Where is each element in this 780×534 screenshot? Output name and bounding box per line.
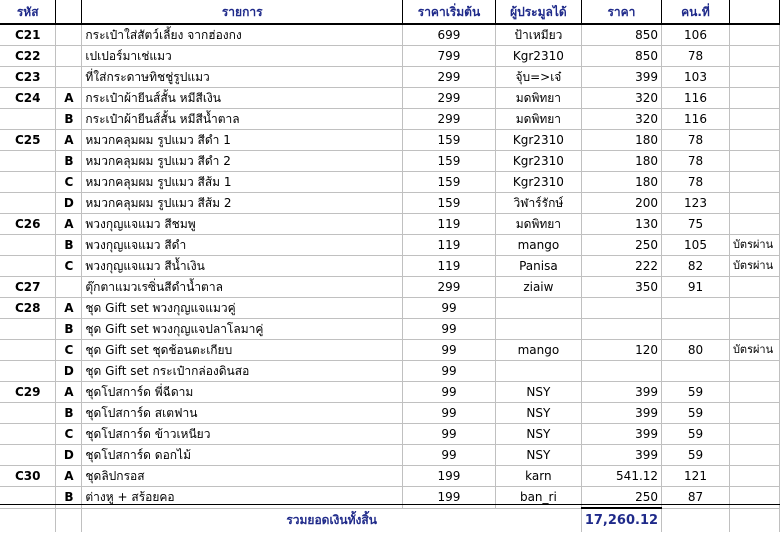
header-start-price[interactable]: ราคาเริ่มต้น — [403, 0, 496, 24]
cell-code[interactable]: C24 — [0, 88, 56, 109]
table-row — [0, 424, 780, 445]
cell-winner[interactable]: มดพิทยา — [495, 214, 581, 235]
cell-start-price[interactable]: 699 — [403, 24, 496, 46]
cell-code[interactable]: C28 — [0, 298, 56, 319]
cell-sub[interactable]: B — [56, 151, 82, 172]
cell-sub[interactable]: A — [56, 298, 82, 319]
cell-item[interactable]: ชุด Gift set พวงกุญแจปลาโลมาคู่ — [82, 319, 403, 340]
total-divider — [0, 504, 780, 505]
cell-sub[interactable]: A — [56, 130, 82, 151]
cell-winner[interactable]: มดพิทยา — [495, 109, 581, 130]
cell-user-no[interactable]: 78 — [662, 151, 730, 172]
cell-sub[interactable] — [56, 67, 82, 88]
header-price[interactable]: ราคา — [581, 0, 661, 24]
cell-price[interactable]: 200 — [581, 193, 661, 214]
cell-start-price[interactable]: 799 — [403, 46, 496, 67]
cell-item[interactable]: ชุดโปสการ์ด ข้าวเหนียว — [82, 424, 403, 445]
cell-user-no[interactable]: 123 — [662, 193, 730, 214]
cell-winner[interactable]: ป้าเหมียว — [495, 24, 581, 46]
cell-code[interactable]: C26 — [0, 214, 56, 235]
cell-price[interactable]: 180 — [581, 151, 661, 172]
cell-item[interactable]: ชุด Gift set ชุดช้อนตะเกียบ — [82, 340, 403, 361]
table-row — [0, 46, 780, 67]
cell-note[interactable] — [729, 319, 779, 340]
table-row — [0, 193, 780, 214]
cell-price[interactable]: 130 — [581, 214, 661, 235]
table-row — [0, 214, 780, 235]
cell-winner[interactable] — [495, 298, 581, 319]
cell-start-price[interactable]: 299 — [403, 88, 496, 109]
cell-note[interactable] — [729, 445, 779, 466]
cell-user-no[interactable]: 59 — [662, 403, 730, 424]
cell-sub[interactable]: C — [56, 256, 82, 277]
cell-start-price[interactable]: 119 — [403, 235, 496, 256]
cell-start-price[interactable]: 99 — [403, 445, 496, 466]
cell-start-price[interactable]: 99 — [403, 424, 496, 445]
cell-code[interactable] — [0, 361, 56, 382]
cell-start-price[interactable]: 99 — [403, 340, 496, 361]
cell-price[interactable] — [581, 319, 661, 340]
cell-winner[interactable]: NSY — [495, 403, 581, 424]
cell-code[interactable]: C27 — [0, 277, 56, 298]
cell-item[interactable]: ชุดโปสการ์ด ดอกไม้ — [82, 445, 403, 466]
cell-note[interactable] — [729, 24, 779, 46]
cell-start-price[interactable]: 119 — [403, 256, 496, 277]
table-row — [0, 151, 780, 172]
cell-code[interactable] — [0, 403, 56, 424]
cell-code[interactable] — [0, 445, 56, 466]
table-row — [0, 298, 780, 319]
cell-winner[interactable]: mango — [495, 340, 581, 361]
cell-note[interactable] — [729, 382, 779, 403]
cell-note[interactable] — [729, 130, 779, 151]
cell-code[interactable] — [0, 319, 56, 340]
cell-user-no[interactable]: 116 — [662, 109, 730, 130]
cell-winner[interactable]: มดพิทยา — [495, 88, 581, 109]
cell-price[interactable]: 399 — [581, 403, 661, 424]
cell-start-price[interactable]: 99 — [403, 403, 496, 424]
cell-sub[interactable] — [56, 46, 82, 67]
cell-start-price[interactable]: 99 — [403, 382, 496, 403]
header-item[interactable]: รายการ — [82, 0, 403, 24]
table-row — [0, 24, 780, 46]
cell-start-price[interactable]: 159 — [403, 151, 496, 172]
cell-user-no[interactable]: 80 — [662, 340, 730, 361]
table-row — [0, 403, 780, 424]
cell-item[interactable]: กระเป๋าผ้ายีนส์สั้น หมีสีน้ำตาล — [82, 109, 403, 130]
cell-sub[interactable]: D — [56, 193, 82, 214]
cell-item[interactable]: กระเป๋าผ้ายีนส์สั้น หมีสีเงิน — [82, 88, 403, 109]
cell-item[interactable]: พวงกุญแจแมว สีน้ำเงิน — [82, 256, 403, 277]
cell-price[interactable]: 541.12 — [581, 466, 661, 487]
total-value[interactable]: 17,260.12 — [581, 508, 661, 532]
cell-code[interactable] — [0, 340, 56, 361]
cell-code[interactable] — [0, 235, 56, 256]
cell-sub[interactable]: A — [56, 214, 82, 235]
cell-note[interactable]: บัตรผ่าน — [729, 235, 779, 256]
cell-code[interactable] — [0, 151, 56, 172]
cell-code[interactable]: C23 — [0, 67, 56, 88]
cell-sub[interactable]: C — [56, 172, 82, 193]
cell-note[interactable] — [729, 361, 779, 382]
table-row — [0, 277, 780, 298]
cell-price[interactable]: 250 — [581, 235, 661, 256]
header-code[interactable]: รหัส — [0, 0, 56, 24]
cell-winner[interactable]: mango — [495, 235, 581, 256]
cell-note[interactable] — [729, 88, 779, 109]
cell-price[interactable]: 320 — [581, 88, 661, 109]
cell-user-no[interactable]: 91 — [662, 277, 730, 298]
cell-user-no[interactable] — [662, 319, 730, 340]
cell-note[interactable] — [729, 172, 779, 193]
cell-item[interactable]: หมวกคลุมผม รูปแมว สีดำ 1 — [82, 130, 403, 151]
cell-user-no[interactable]: 59 — [662, 424, 730, 445]
cell-item[interactable]: กระเป๋าใส่สัตว์เลี้ยง จากฮ่องกง — [82, 24, 403, 46]
cell-note[interactable] — [729, 193, 779, 214]
cell-code[interactable] — [0, 256, 56, 277]
cell-note[interactable] — [729, 403, 779, 424]
cell-sub[interactable]: A — [56, 382, 82, 403]
cell-note[interactable] — [729, 46, 779, 67]
cell[interactable] — [0, 508, 56, 532]
cell-winner[interactable]: Kgr2310 — [495, 46, 581, 67]
cell[interactable] — [662, 508, 730, 532]
cell-price[interactable]: 399 — [581, 445, 661, 466]
cell-start-price[interactable]: 199 — [403, 466, 496, 487]
table-row — [0, 67, 780, 88]
cell-sub[interactable]: A — [56, 466, 82, 487]
cell-winner[interactable]: NSY — [495, 424, 581, 445]
table-row — [0, 256, 780, 277]
cell-start-price[interactable]: 199 — [403, 487, 496, 509]
cell-user-no[interactable]: 75 — [662, 214, 730, 235]
cell-item[interactable]: หมวกคลุมผม รูปแมว สีส้ม 1 — [82, 172, 403, 193]
cell-sub[interactable]: B — [56, 109, 82, 130]
cell-user-no[interactable]: 105 — [662, 235, 730, 256]
cell-start-price[interactable]: 99 — [403, 298, 496, 319]
header-row — [0, 0, 780, 24]
cell-user-no[interactable]: 87 — [662, 487, 730, 509]
cell-winner[interactable]: Kgr2310 — [495, 151, 581, 172]
cell-user-no[interactable] — [662, 361, 730, 382]
cell-sub[interactable]: B — [56, 403, 82, 424]
cell-winner[interactable]: Panisa — [495, 256, 581, 277]
cell-price[interactable]: 399 — [581, 67, 661, 88]
header-note[interactable] — [729, 0, 779, 24]
cell-price[interactable]: 399 — [581, 382, 661, 403]
cell-price[interactable]: 180 — [581, 130, 661, 151]
cell-note[interactable] — [729, 277, 779, 298]
cell-item[interactable]: ชุดโปสการ์ด พี่ฉีดาม — [82, 382, 403, 403]
cell-user-no[interactable]: 103 — [662, 67, 730, 88]
cell-start-price[interactable]: 99 — [403, 361, 496, 382]
cell-start-price[interactable]: 299 — [403, 67, 496, 88]
cell-winner[interactable]: NSY — [495, 445, 581, 466]
cell-item[interactable]: ชุด Gift set กระเป๋ากล่องดินสอ — [82, 361, 403, 382]
cell-item[interactable]: พวงกุญแจแมว สีดำ — [82, 235, 403, 256]
cell-price[interactable]: 320 — [581, 109, 661, 130]
cell-note[interactable]: บัตรผ่าน — [729, 256, 779, 277]
cell-price[interactable]: 399 — [581, 424, 661, 445]
cell-start-price[interactable]: 159 — [403, 130, 496, 151]
cell-user-no[interactable]: 121 — [662, 466, 730, 487]
header-user-no[interactable]: คน.ที่ — [662, 0, 730, 24]
cell-note[interactable] — [729, 151, 779, 172]
cell-code[interactable] — [0, 424, 56, 445]
cell[interactable] — [56, 508, 82, 532]
cell-winner[interactable]: Kgr2310 — [495, 130, 581, 151]
cell-winner[interactable]: จุ้บ=>เจ๋ — [495, 67, 581, 88]
cell-sub[interactable]: B — [56, 487, 82, 509]
cell-user-no[interactable]: 78 — [662, 46, 730, 67]
cell-user-no[interactable] — [662, 298, 730, 319]
cell-user-no[interactable]: 82 — [662, 256, 730, 277]
cell-item[interactable]: ชุดลิปกรอส — [82, 466, 403, 487]
cell-item[interactable]: ตุ๊กตาแมวเรซิ่นสีดำน้ำตาล — [82, 277, 403, 298]
cell-note[interactable]: บัตรผ่าน — [729, 340, 779, 361]
table-row — [0, 466, 780, 487]
cell-user-no[interactable]: 78 — [662, 172, 730, 193]
cell-sub[interactable]: A — [56, 88, 82, 109]
cell-price[interactable]: 850 — [581, 24, 661, 46]
cell-item[interactable]: ชุดโปสการ์ด สเตฟาน — [82, 403, 403, 424]
table-row — [0, 445, 780, 466]
cell-winner[interactable]: karn — [495, 466, 581, 487]
table-row — [0, 130, 780, 151]
cell-price[interactable] — [581, 298, 661, 319]
cell-price[interactable]: 222 — [581, 256, 661, 277]
table-row — [0, 361, 780, 382]
cell-note[interactable] — [729, 298, 779, 319]
cell-sub[interactable] — [56, 277, 82, 298]
cell-sub[interactable]: C — [56, 424, 82, 445]
cell-item[interactable]: ต่างหู + สร้อยคอ — [82, 487, 403, 509]
cell-start-price[interactable]: 159 — [403, 172, 496, 193]
table-row — [0, 340, 780, 361]
cell-item[interactable]: ที่ใส่กระดาษทิชชู่รูปแมว — [82, 67, 403, 88]
table-row — [0, 88, 780, 109]
cell-price[interactable]: 120 — [581, 340, 661, 361]
cell-winner[interactable] — [495, 319, 581, 340]
cell-note[interactable] — [729, 214, 779, 235]
table-row — [0, 172, 780, 193]
table-row — [0, 319, 780, 340]
cell-user-no[interactable]: 59 — [662, 382, 730, 403]
cell-price[interactable]: 250 — [581, 487, 661, 509]
cell-note[interactable] — [729, 424, 779, 445]
cell-start-price[interactable]: 99 — [403, 319, 496, 340]
cell-winner[interactable]: Kgr2310 — [495, 172, 581, 193]
cell-winner[interactable]: NSY — [495, 382, 581, 403]
cell-winner[interactable] — [495, 361, 581, 382]
cell-user-no[interactable]: 116 — [662, 88, 730, 109]
cell-item[interactable]: หมวกคลุมผม รูปแมว สีดำ 2 — [82, 151, 403, 172]
cell-sub[interactable] — [56, 24, 82, 46]
cell-code[interactable]: C21 — [0, 24, 56, 46]
cell-code[interactable]: C22 — [0, 46, 56, 67]
cell-user-no[interactable]: 106 — [662, 24, 730, 46]
cell-price[interactable]: 350 — [581, 277, 661, 298]
cell-note[interactable] — [729, 109, 779, 130]
cell-start-price[interactable]: 299 — [403, 109, 496, 130]
cell-code[interactable]: C25 — [0, 130, 56, 151]
header-sub[interactable] — [56, 0, 82, 24]
cell-note[interactable] — [729, 466, 779, 487]
table-row — [0, 382, 780, 403]
cell-sub[interactable]: D — [56, 361, 82, 382]
cell-sub[interactable]: B — [56, 235, 82, 256]
cell-start-price[interactable]: 119 — [403, 214, 496, 235]
cell-sub[interactable]: D — [56, 445, 82, 466]
total-label[interactable]: รวมยอดเงินทั้งสิ้น — [82, 508, 581, 532]
cell-winner[interactable]: วิฬาร์รักษ์ — [495, 193, 581, 214]
cell-winner[interactable]: ziaiw — [495, 277, 581, 298]
total-row — [0, 508, 780, 532]
cell-code[interactable] — [0, 193, 56, 214]
cell-price[interactable]: 180 — [581, 172, 661, 193]
cell[interactable] — [729, 508, 779, 532]
table-row — [0, 109, 780, 130]
cell-code[interactable] — [0, 172, 56, 193]
cell-note[interactable] — [729, 67, 779, 88]
cell-sub[interactable]: B — [56, 319, 82, 340]
cell-item[interactable]: เปเปอร์มาเช่แมว — [82, 46, 403, 67]
cell-start-price[interactable]: 159 — [403, 193, 496, 214]
cell-code[interactable]: C29 — [0, 382, 56, 403]
cell-user-no[interactable]: 78 — [662, 130, 730, 151]
cell-item[interactable]: ชุด Gift set พวงกุญแจแมวคู่ — [82, 298, 403, 319]
cell-sub[interactable]: C — [56, 340, 82, 361]
cell-code[interactable] — [0, 109, 56, 130]
cell-price[interactable] — [581, 361, 661, 382]
cell-item[interactable]: หมวกคลุมผม รูปแมว สีส้ม 2 — [82, 193, 403, 214]
cell-winner[interactable]: ban_ri — [495, 487, 581, 509]
cell-price[interactable]: 850 — [581, 46, 661, 67]
table-row — [0, 235, 780, 256]
cell-code[interactable]: C30 — [0, 466, 56, 487]
header-winner[interactable]: ผู้ประมูลได้ — [495, 0, 581, 24]
cell-user-no[interactable]: 59 — [662, 445, 730, 466]
cell-item[interactable]: พวงกุญแจแมว สีชมพู — [82, 214, 403, 235]
cell-start-price[interactable]: 299 — [403, 277, 496, 298]
